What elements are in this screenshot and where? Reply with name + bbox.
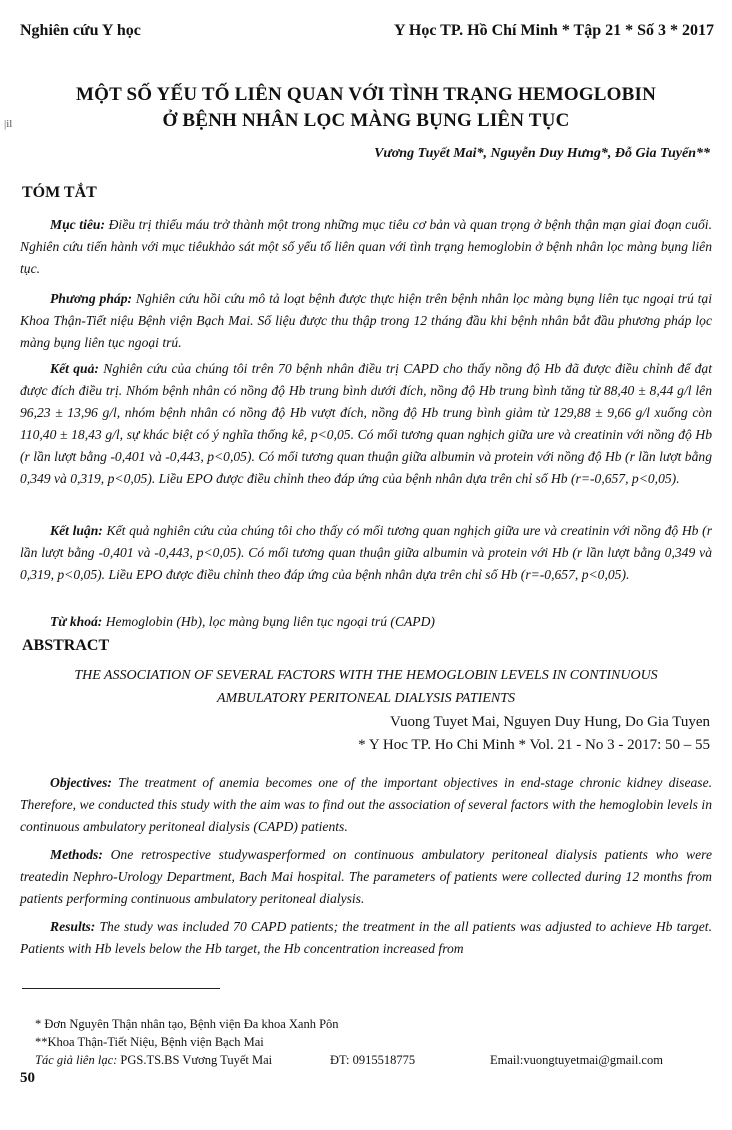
running-header-left: Nghiên cứu Y học (20, 22, 141, 39)
english-title-line2: AMBULATORY PERITONEAL DIALYSIS PATIENTS (216, 691, 516, 706)
paragraph-methods-en (20, 844, 712, 910)
paragraph-methods (20, 288, 712, 354)
footnote-1: * Đơn Nguyên Thận nhân tạo, Bệnh viện Đa khoa Xanh Pôn (35, 1017, 339, 1031)
label: Objectives: (50, 775, 112, 790)
footnote-divider (22, 988, 220, 989)
article-title-line1: MỘT SỐ YẾU TỐ LIÊN QUAN VỚI TÌNH TRẠNG HEMOGLOBIN (75, 84, 657, 105)
label: Phương pháp: (50, 291, 133, 306)
english-citation (358, 711, 710, 757)
paragraph-results (20, 358, 712, 490)
label: Results: (50, 919, 96, 934)
label: Kết quả: (50, 361, 99, 376)
article-title-line2: Ở BỆNH NHÂN LỌC MÀNG BỤNG LIÊN TỤC (162, 110, 570, 131)
contact-email: Email:vuongtuyetmai@gmail.com (490, 1053, 663, 1067)
paragraph-conclusion (20, 520, 712, 586)
paragraph-objective (20, 214, 712, 280)
text: Điều trị thiếu máu trở thành một trong những mục tiêu cơ bản và quan trọng ở bệnh thận mạn giai đoạn cuối. Nghiên cứu tiến hành với mục tiêukhảo sát một số yếu tố liên quan với tình trạng hemoglobin ở bệnh nhân lọc màng bụng liên tục. (20, 217, 712, 276)
label: Kết luận: (50, 523, 103, 538)
paragraph-objectives-en (20, 772, 712, 838)
running-header-right: Y Học TP. Hồ Chí Minh * Tập 21 * Số 3 * 2017 (393, 22, 714, 39)
page-number: 50 (20, 1070, 35, 1086)
section-heading-tomtat: TÓM TẮT (22, 184, 97, 201)
text: Kết quả nghiên cứu của chúng tôi cho thấy có mối tương quan nghịch giữa ure và creatinin với nồng độ Hb (r lần lượt bằng -0,401 và -0,443, p<0,05). Có mối tương quan thuận giữa albumin và protein với Hb (r lần lượt bằng 0,349 và 0,319, p<0,05). Liều EPO được điều chỉnh theo đáp ứng của bệnh nhân dựa trên chỉ số Hb (r=-0,657, p<0,05). (20, 523, 712, 582)
text: Nghiên cứu hồi cứu mô tả loạt bệnh được thực hiện trên bệnh nhân lọc màng bụng liên tục ngoại trú tại Khoa Thận-Tiết niệu Bệnh viện Bạch Mai. Số liệu được thu thập trong 12 tháng đầu khi bệnh nhân bắt đầu phương pháp lọc màng bụng liên tục ngoại trú. (20, 291, 712, 350)
english-title (20, 664, 712, 710)
text: Nghiên cứu của chúng tôi trên 70 bệnh nhân điều trị CAPD cho thấy nồng độ Hb đã được điều chỉnh để đạt được đích điều trị. Nhóm bệnh nhân có nồng độ Hb trung bình dưới đích, nồng độ Hb trung bình tăng từ 88,40 ± 8,44 g/l lên 96,23 ± 13,96 g/l, nhóm bệnh nhân có nồng độ Hb vượt đích, nồng độ Hb trung bình giảm từ 129,88 ± 9,66 g/l xuống còn 110,40 ± 18,43 g/l, sự khác biệt có ý nghĩa thống kê, p<0,05. Có mối tương quan nghịch giữa ure và creatinin với nồng độ Hb (r lần lượt bằng -0,401 và -0,443, p<0,05). Có mối tương quan thuận giữa albumin và protein với nồng độ Hb (r lần lượt bằng 0,349 và 0,319, p<0,05). Liều EPO được điều chỉnh theo đáp ứng của bệnh nhân dựa trên chỉ số Hb (r=-0,657, p<0,05). (20, 361, 712, 486)
footnote-contact (35, 1053, 695, 1068)
contact-label: Tác giả liên lạc: (35, 1053, 118, 1067)
label: Từ khoá: (50, 614, 103, 629)
english-title-line1: THE ASSOCIATION OF SEVERAL FACTORS WITH THE HEMOGLOBIN LEVELS IN CONTINUOUS (74, 668, 658, 683)
contact-name: PGS.TS.BS Vương Tuyết Mai (120, 1053, 273, 1067)
text: Hemoglobin (Hb), lọc màng bụng liên tục ngoại trú (CAPD) (105, 614, 435, 629)
authors: Vương Tuyết Mai*, Nguyễn Duy Hưng*, Đỗ Gia Tuyển** (374, 146, 710, 161)
contact-phone: ĐT: 0915518775 (330, 1053, 416, 1067)
english-authors: Vuong Tuyet Mai, Nguyen Duy Hung, Do Gia Tuyen (390, 714, 710, 730)
citation: * Y Hoc TP. Ho Chi Minh * Vol. 21 - No 3 - 2017: 50 – 55 (358, 737, 710, 753)
paragraph-keywords (20, 611, 712, 633)
margin-mark: |il (4, 118, 13, 130)
text: The study was included 70 CAPD patients; the treatment in the all patients was adjusted to achieve Hb target. Patients with Hb levels below the Hb target, the Hb concentration increased from (20, 919, 712, 956)
text: The treatment of anemia becomes one of the important objectives in end-stage chronic kidney disease. Therefore, we conducted this study with the aim was to find out the association of several factors with the hemoglobin levels in continuous ambulatory peritoneal dialysis (CAPD) patients. (20, 775, 712, 834)
label: Methods: (50, 847, 103, 862)
text: One retrospective studywasperformed on continuous ambulatory peritoneal dialysis patients who were treatedin Nephro-Urology Department, Bach Mai hospital. The parameters of patients were collected during 12 months from patients performing continuous ambulatory peritoneal dialysis. (20, 847, 712, 906)
paragraph-results-en (20, 916, 712, 960)
footnote-2: **Khoa Thận-Tiết Niệu, Bệnh viện Bạch Mai (35, 1035, 264, 1049)
section-heading-abstract: ABSTRACT (22, 637, 110, 654)
label: Mục tiêu: (50, 217, 105, 232)
